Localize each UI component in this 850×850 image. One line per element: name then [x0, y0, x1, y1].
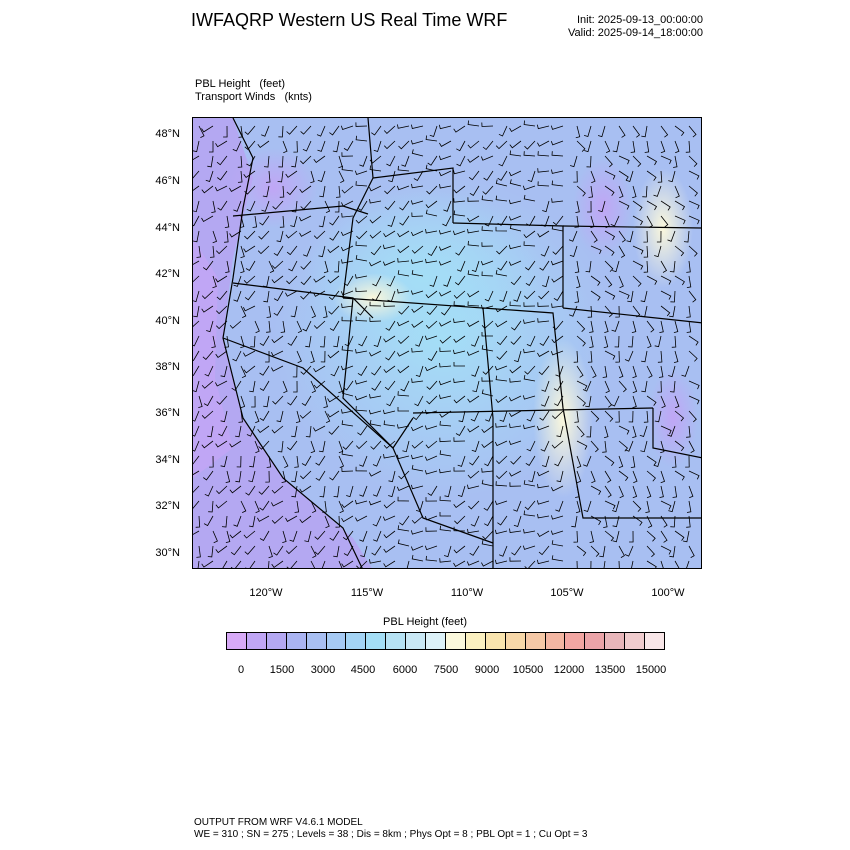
pbl-great-basin: [303, 188, 543, 368]
colorbar-swatch: [466, 633, 486, 649]
lat-label: 46°N: [155, 175, 180, 187]
colorbar-swatch: [247, 633, 267, 649]
colorbar-label: 10500: [512, 664, 544, 676]
pbl-low-ok: [648, 368, 698, 468]
colorbar-swatch: [227, 633, 247, 649]
colorbar-swatch: [546, 633, 566, 649]
colorbar-swatch: [267, 633, 287, 649]
colorbar-swatch: [406, 633, 426, 649]
lat-label: 48°N: [155, 128, 180, 140]
lon-label: 110°W: [450, 587, 484, 599]
colorbar-swatch: [386, 633, 406, 649]
colorbar: [226, 632, 665, 650]
colorbar-swatch: [307, 633, 327, 649]
colorbar-swatch: [565, 633, 585, 649]
colorbar-label: 13500: [594, 664, 626, 676]
colorbar-swatch: [446, 633, 466, 649]
colorbar-swatch: [486, 633, 506, 649]
vector-field-label: Transport Winds (knts): [195, 91, 312, 103]
colorbar-title: PBL Height (feet): [383, 616, 467, 628]
lat-label: 34°N: [155, 454, 180, 466]
lat-label: 32°N: [155, 500, 180, 512]
lon-label: 105°W: [550, 587, 584, 599]
map-title: IWFAQRP Western US Real Time WRF: [191, 10, 508, 30]
model-footer: OUTPUT FROM WRF V4.6.1 MODEL: [194, 817, 363, 828]
shaded-field-label: PBL Height (feet): [195, 78, 286, 90]
model-config-footer: WE = 310 ; SN = 275 ; Levels = 38 ; Dis = 8km ; Phys Opt = 8 ; PBL Opt = 1 ; Cu Opt = 3: [194, 829, 588, 840]
colorbar-swatch: [526, 633, 546, 649]
colorbar-swatch: [585, 633, 605, 649]
colorbar-swatch: [605, 633, 625, 649]
lon-label: 115°W: [350, 587, 384, 599]
colorbar-swatch: [366, 633, 386, 649]
valid-time: Valid: 2025-09-14_18:00:00: [568, 27, 703, 39]
colorbar-swatch: [506, 633, 526, 649]
lat-label: 42°N: [155, 268, 180, 280]
lon-label: 100°W: [651, 587, 685, 599]
colorbar-label: 4500: [350, 664, 376, 676]
colorbar-label: 12000: [553, 664, 585, 676]
map-panel: [192, 117, 702, 569]
colorbar-label: 7500: [433, 664, 459, 676]
colorbar-swatch: [327, 633, 347, 649]
colorbar-swatch: [625, 633, 645, 649]
lat-label: 30°N: [155, 547, 180, 559]
lon-label: 120°W: [249, 587, 283, 599]
colorbar-label: 9000: [474, 664, 500, 676]
colorbar-label: 1500: [269, 664, 295, 676]
colorbar-swatch: [346, 633, 366, 649]
colorbar-label: 3000: [310, 664, 336, 676]
colorbar-swatch: [426, 633, 446, 649]
colorbar-label: 15000: [635, 664, 667, 676]
colorbar-label: 0: [237, 664, 245, 676]
colorbar-swatch: [287, 633, 307, 649]
colorbar-label: 6000: [392, 664, 418, 676]
lat-label: 36°N: [155, 407, 180, 419]
init-time: Init: 2025-09-13_00:00:00: [577, 14, 703, 26]
lat-label: 44°N: [155, 222, 180, 234]
colorbar-swatch: [645, 633, 664, 649]
lat-label: 40°N: [155, 315, 180, 327]
lat-label: 38°N: [155, 361, 180, 373]
map-canvas: [193, 118, 702, 569]
